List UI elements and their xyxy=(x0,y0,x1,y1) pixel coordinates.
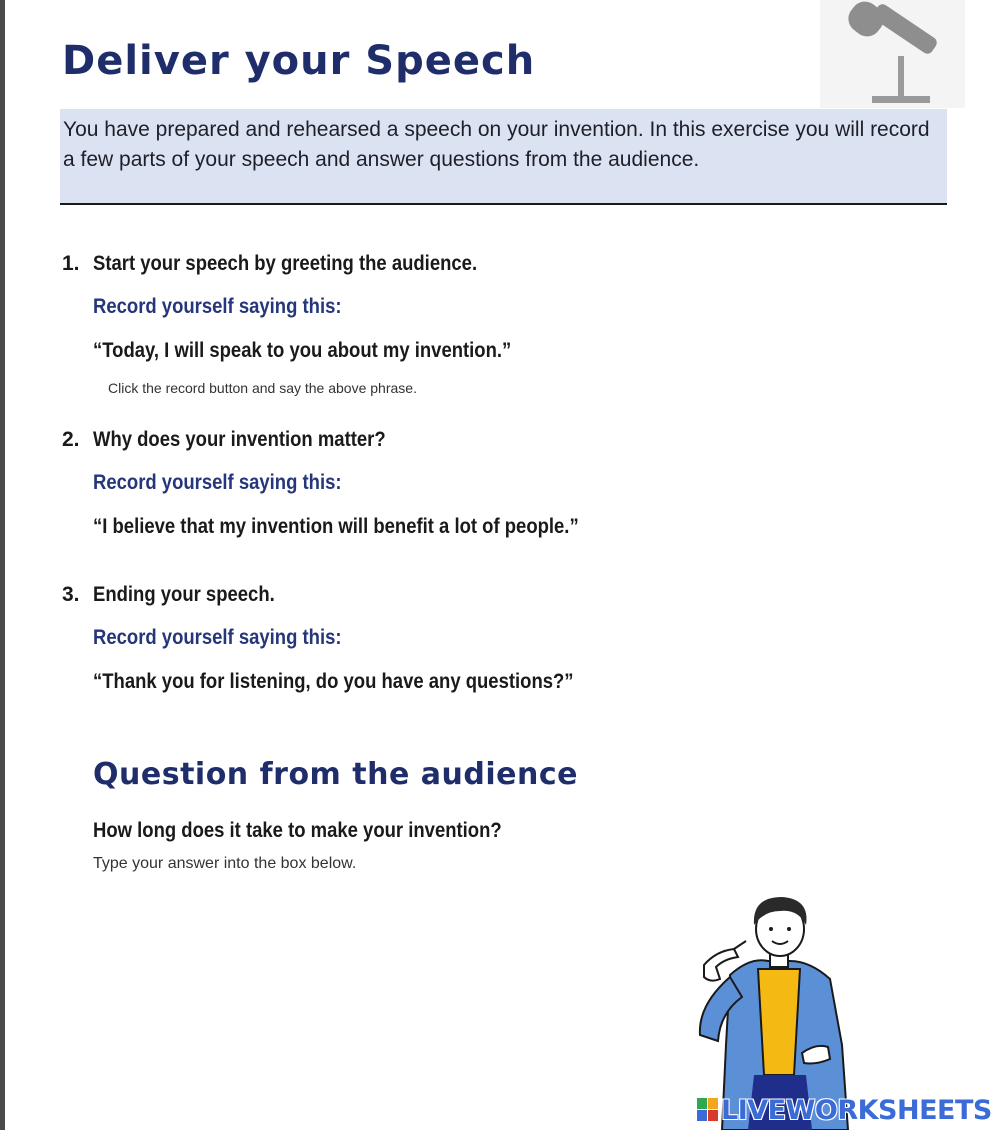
item-question: Why does your invention matter? xyxy=(93,428,386,451)
page-left-border xyxy=(0,0,5,1130)
audience-section-title: Question from the audience xyxy=(93,757,578,792)
item-hint: Click the record button and say the above phrase. xyxy=(108,380,417,396)
record-label: Record yourself saying this: xyxy=(93,471,342,494)
item-number: 1. xyxy=(62,252,80,275)
record-label: Record yourself saying this: xyxy=(93,295,342,318)
watermark-text: LIVEWORKSHEETS xyxy=(721,1094,992,1126)
intro-text: You have prepared and rehearsed a speech on your invention. In this exercise you will record a few parts of your speech and answer questions from the audience. xyxy=(63,118,930,171)
liveworksheets-logo-icon xyxy=(697,1098,719,1122)
page-title: Deliver your Speech xyxy=(62,38,536,84)
item-number: 2. xyxy=(62,428,80,451)
microphone-icon xyxy=(820,0,965,108)
quote-text: “Today, I will speak to you about my invention.” xyxy=(93,339,512,362)
audience-question: How long does it take to make your invention? xyxy=(93,819,502,842)
record-label: Record yourself saying this: xyxy=(93,626,342,649)
quote-text: “I believe that my invention will benefit a lot of people.” xyxy=(93,515,579,538)
intro-box xyxy=(60,109,947,205)
item-number: 3. xyxy=(62,583,80,606)
watermark xyxy=(697,1092,992,1128)
item-question: Start your speech by greeting the audience. xyxy=(93,252,478,275)
audience-hint: Type your answer into the box below. xyxy=(93,855,357,872)
item-question: Ending your speech. xyxy=(93,583,275,606)
quote-text: “Thank you for listening, do you have any questions?” xyxy=(93,670,574,693)
